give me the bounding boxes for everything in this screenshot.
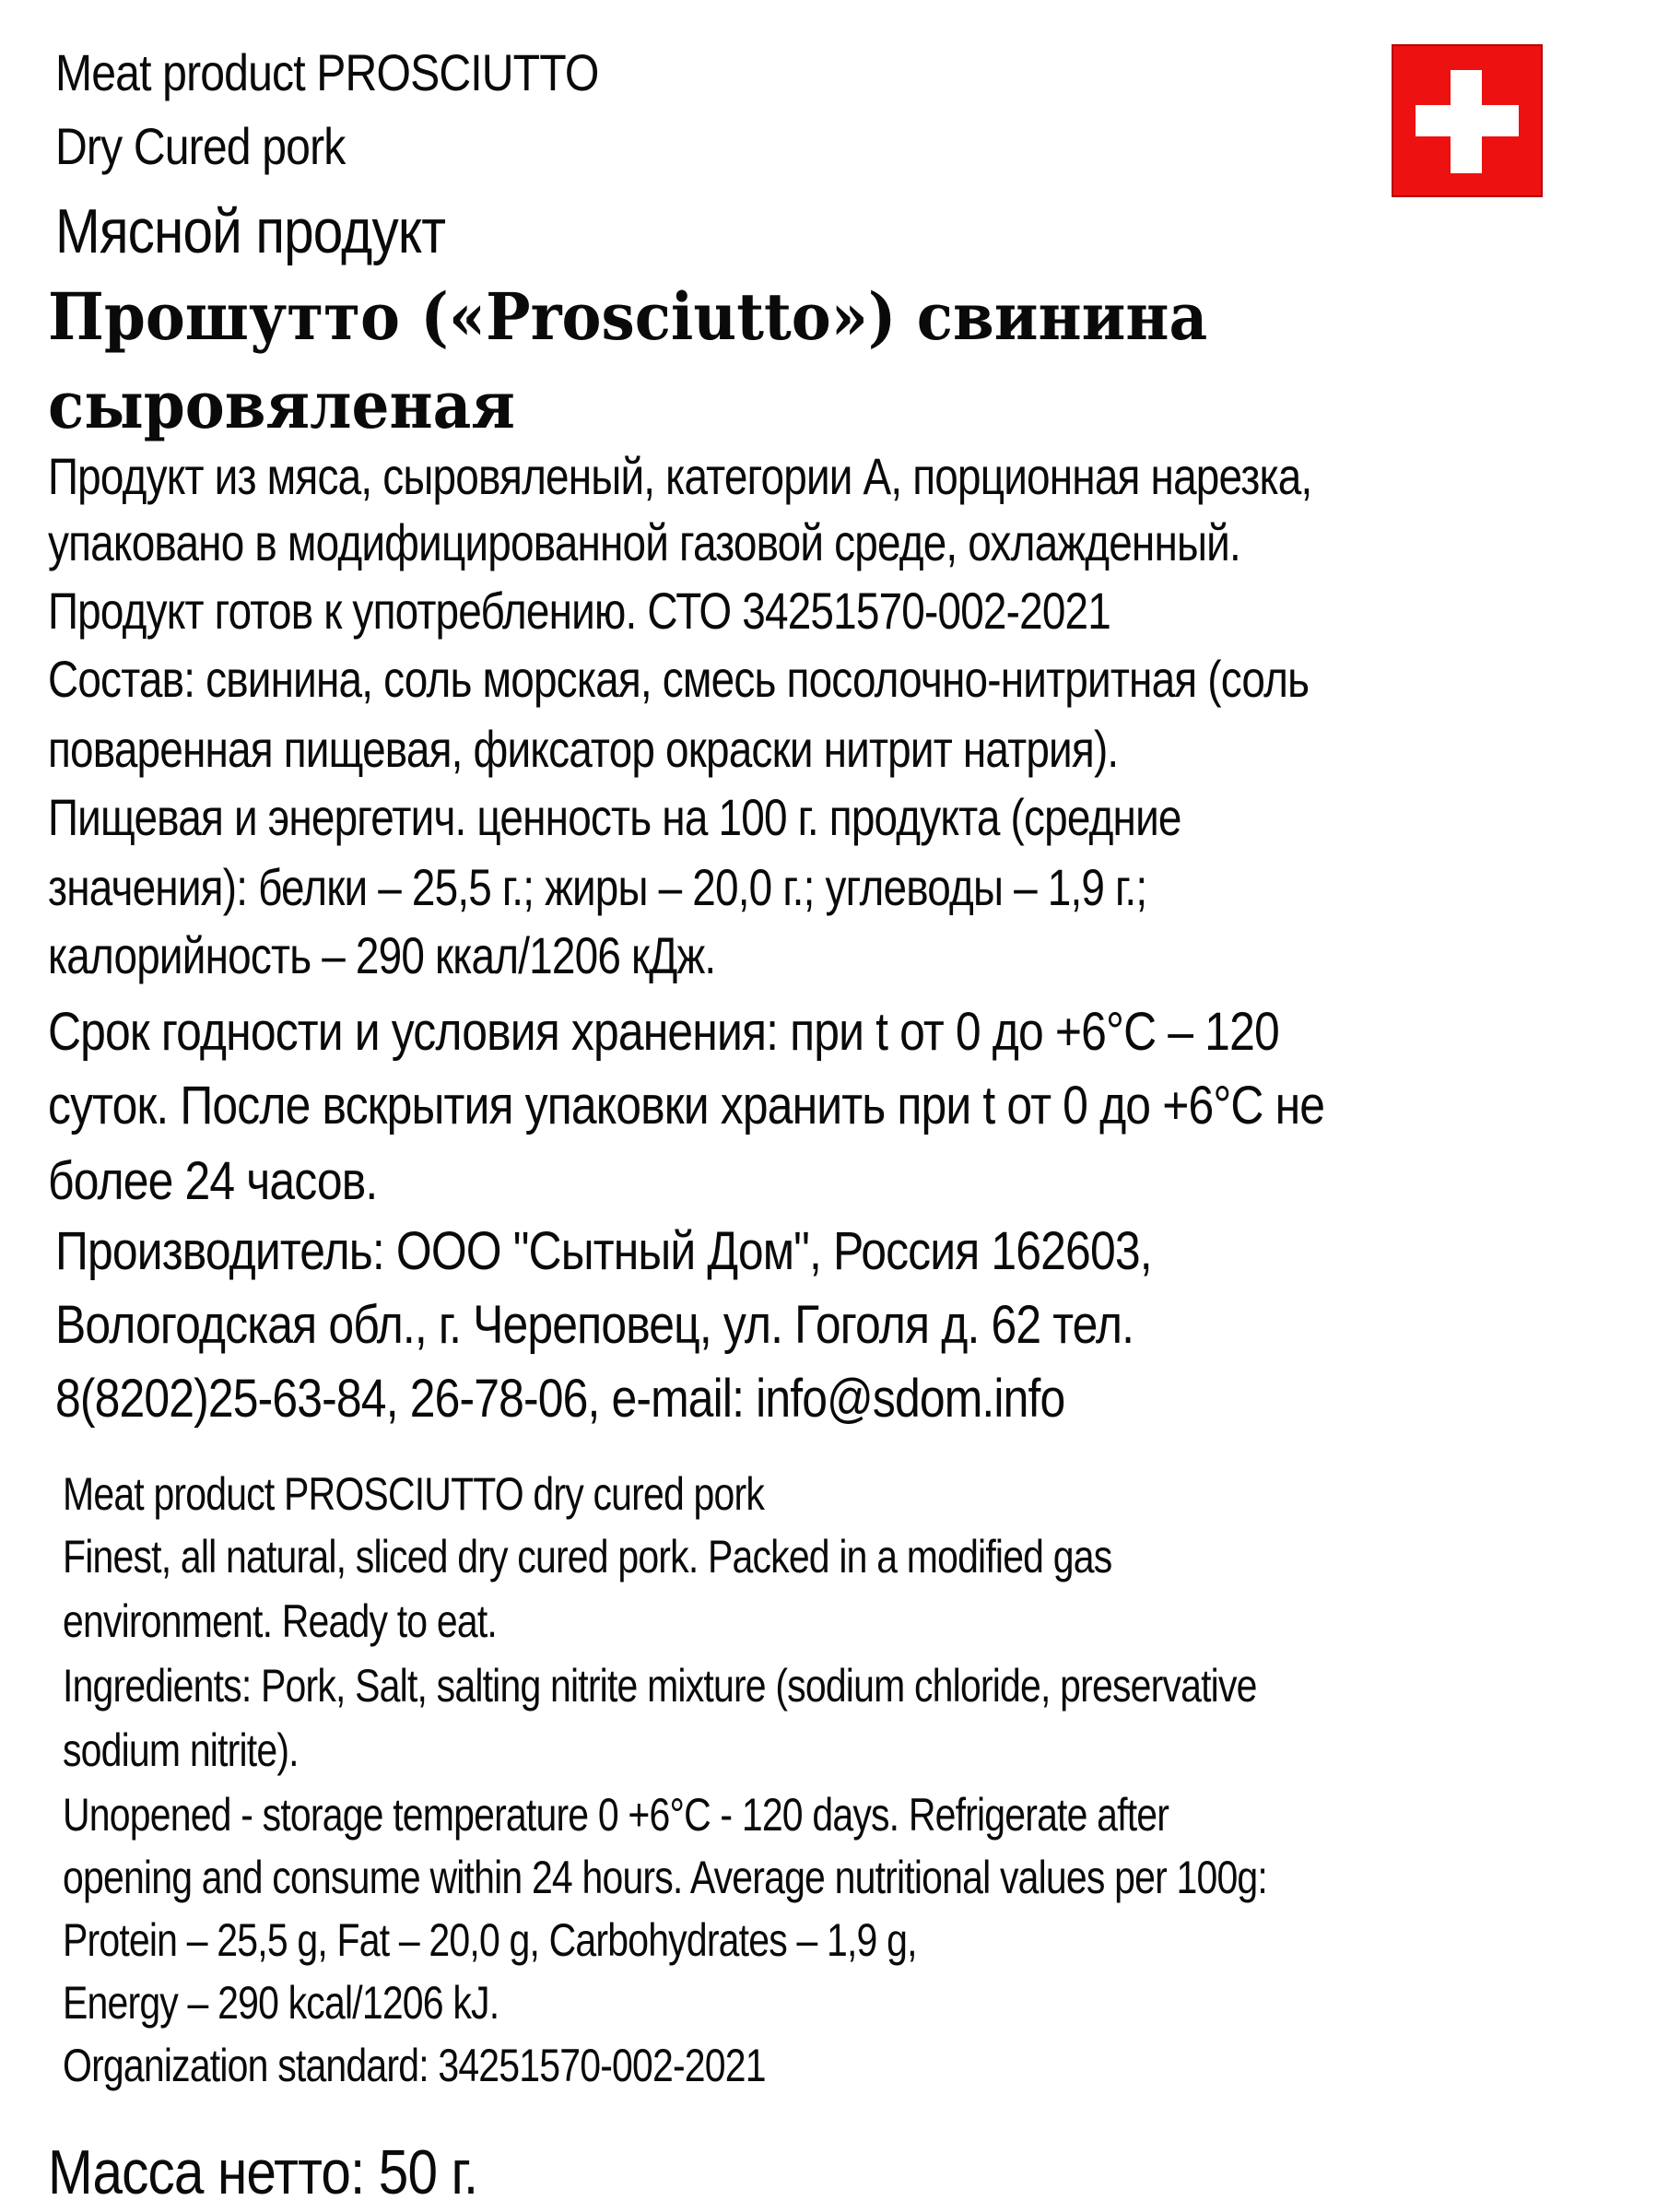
en-line-9: Energy – 290 kcal/1206 kJ. bbox=[63, 1977, 499, 2029]
ru-composition-line-2: поваренная пищевая, фиксатор окраски нитрит натрия). bbox=[48, 720, 1119, 778]
en-line-10: Organization standard: 34251570-002-2021 bbox=[63, 2040, 766, 2091]
en-line-8: Protein – 25,5 g, Fat – 20,0 g, Carbohydrates – 1,9 g, bbox=[63, 1914, 917, 1966]
en-line-4: Ingredients: Pork, Salt, salting nitrite mixture (sodium chloride, preservative bbox=[63, 1660, 1257, 1712]
en-line-3: environment. Ready to eat. bbox=[63, 1595, 497, 1647]
ru-nutrition-line-3: калорийность – 290 ккал/1206 кДж. bbox=[48, 926, 716, 984]
swiss-flag-icon bbox=[1392, 44, 1543, 197]
ru-nutrition-line-1: Пищевая и энергетич. ценность на 100 г. продукта (средние bbox=[48, 788, 1181, 846]
title-en-line-1: Meat product PROSCIUTTO bbox=[55, 43, 599, 101]
ru-nutrition-line-2: значения): белки – 25,5 г.; жиры – 20,0 г.; углеводы – 1,9 г.; bbox=[48, 858, 1147, 916]
en-line-2: Finest, all natural, sliced dry cured pork. Packed in a modified gas bbox=[63, 1531, 1112, 1583]
title-en-line-2: Dry Cured pork bbox=[55, 117, 346, 175]
ru-storage-line-1: Срок годности и условия хранения: при t от 0 до +6°С – 120 bbox=[48, 1002, 1279, 1062]
ru-storage-line-3: более 24 часов. bbox=[48, 1151, 378, 1211]
ru-manufacturer-line-2: Вологодская обл., г. Череповец, ул. Гоголя д. 62 тел. bbox=[55, 1295, 1134, 1355]
title-ru-bold-line-1: Прошутто («Prosciutto») свинина bbox=[48, 278, 1208, 355]
net-weight: Масса нетто: 50 г. bbox=[48, 2137, 478, 2207]
en-line-7: opening and consume within 24 hours. Average nutritional values per 100g: bbox=[63, 1852, 1267, 1903]
en-line-1: Meat product PROSCIUTTO dry cured pork bbox=[63, 1468, 765, 1520]
ru-manufacturer-line-1: Производитель: ООО "Сытный Дом", Россия 162603, bbox=[55, 1221, 1152, 1281]
title-ru-line-1: Мясной продукт bbox=[55, 196, 446, 266]
ru-description-line-1: Продукт из мяса, сыровяленый, категории А, порционная нарезка, bbox=[48, 447, 1312, 505]
ru-storage-line-2: суток. После вскрытия упаковки хранить при t от 0 до +6°С не bbox=[48, 1076, 1325, 1135]
ru-composition-line-1: Состав: свинина, соль морская, смесь посолочно-нитритная (соль bbox=[48, 650, 1310, 708]
ru-manufacturer-line-3: 8(8202)25-63-84, 26-78-06, e-mail: info@sdom.info bbox=[55, 1369, 1065, 1429]
title-ru-bold-line-2: сыровяленая bbox=[48, 367, 515, 443]
flag-cross-horizontal bbox=[1416, 105, 1519, 136]
en-line-5: sodium nitrite). bbox=[63, 1724, 299, 1776]
ru-description-line-3: Продукт готов к употреблению. СТО 34251570-002-2021 bbox=[48, 582, 1110, 640]
ru-description-line-2: упаковано в модифицированной газовой среде, охлажденный. bbox=[48, 513, 1240, 571]
en-line-6: Unopened - storage temperature 0 +6°C - 120 days. Refrigerate after bbox=[63, 1789, 1169, 1841]
